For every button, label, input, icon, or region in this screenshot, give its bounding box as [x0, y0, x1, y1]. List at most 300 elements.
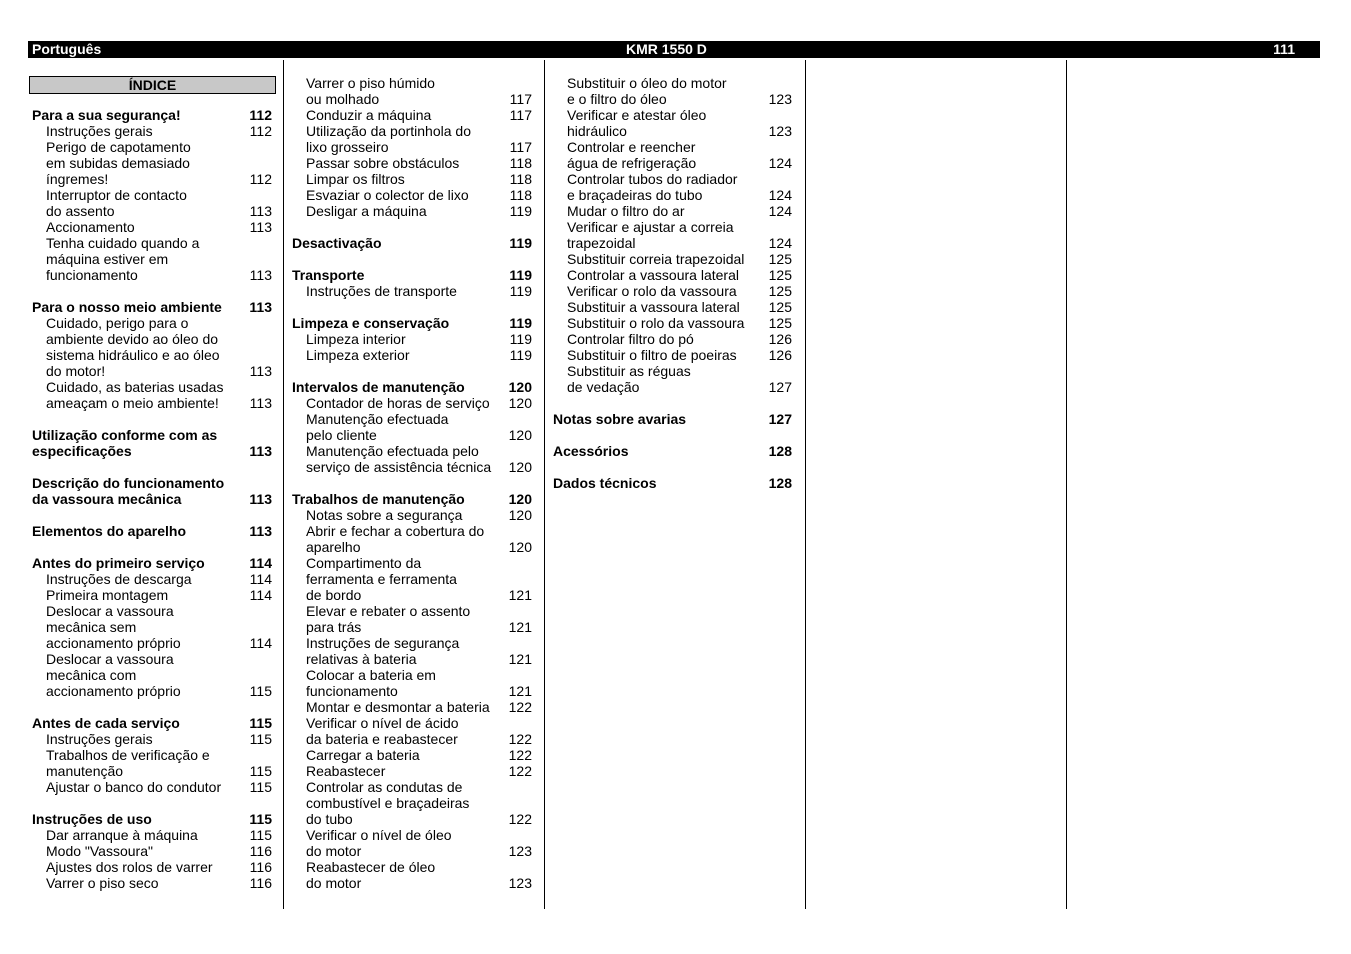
- toc-entry: [292, 811, 534, 827]
- toc-entry: [32, 571, 274, 587]
- toc-entry-title: Varrer o piso seco: [46, 875, 159, 891]
- toc-entry: [292, 875, 534, 891]
- toc-entry-page: 121: [508, 683, 532, 699]
- toc-entry: [32, 187, 274, 203]
- toc-entry-title: de bordo: [306, 587, 362, 603]
- toc-entry-page: 124: [768, 187, 792, 203]
- toc-entry-title: Trabalhos de manutenção: [292, 491, 465, 507]
- toc-entry-page: 114: [249, 555, 272, 571]
- toc-entry-title: em subidas demasiado: [46, 155, 190, 171]
- toc-entry-title: Substituir a vassoura lateral: [567, 299, 740, 315]
- toc-spacer: [553, 395, 795, 411]
- toc-entry: [553, 171, 795, 187]
- toc-entry-title: Verificar o rolo da vassoura: [567, 283, 737, 299]
- toc-entry-page: 125: [768, 251, 792, 267]
- toc-section: [553, 443, 795, 459]
- toc-entry-title: Desactivação: [292, 235, 382, 251]
- toc-section: [32, 443, 274, 459]
- toc-entry-page: 126: [768, 331, 792, 347]
- toc-entry-page: 114: [249, 571, 272, 587]
- toc-entry-page: 118: [509, 171, 532, 187]
- toc-entry-title: Para o nosso meio ambiente: [32, 299, 222, 315]
- toc-entry-page: 120: [508, 395, 532, 411]
- toc-spacer: [32, 539, 274, 555]
- toc-entry-page: 125: [768, 315, 792, 331]
- toc-entry: [32, 635, 274, 651]
- toc-entry-title: Colocar a bateria em: [306, 667, 436, 683]
- toc-entry-page: 117: [509, 107, 532, 123]
- toc-column-1: [32, 91, 274, 891]
- toc-entry-page: 125: [768, 267, 792, 283]
- index-title: ÍNDICE: [29, 76, 276, 94]
- toc-entry: [292, 331, 534, 347]
- toc-entry-title: especificações: [32, 443, 132, 459]
- toc-entry-page: 117: [509, 139, 532, 155]
- toc-entry-title: da vassoura mecânica: [32, 491, 182, 507]
- toc-section: [292, 315, 534, 331]
- toc-entry: [553, 379, 795, 395]
- toc-entry-page: 122: [508, 763, 532, 779]
- toc-entry-title: do assento: [46, 203, 115, 219]
- toc-entry-title: Substituir o óleo do motor: [567, 75, 727, 91]
- toc-entry-title: Notas sobre a segurança: [306, 507, 463, 523]
- toc-entry-page: 122: [508, 747, 532, 763]
- toc-entry-title: ferramenta e ferramenta: [306, 571, 457, 587]
- toc-entry: [32, 235, 274, 251]
- toc-entry: [292, 139, 534, 155]
- toc-entry-title: Substituir as réguas: [567, 363, 691, 379]
- toc-section: [292, 235, 534, 251]
- toc-entry-page: 113: [249, 395, 272, 411]
- toc-entry-title: Accionamento: [46, 219, 135, 235]
- toc-spacer: [32, 411, 274, 427]
- toc-entry-page: 127: [768, 379, 792, 395]
- toc-entry: [292, 571, 534, 587]
- toc-entry-page: 114: [249, 635, 272, 651]
- toc-entry: [292, 731, 534, 747]
- toc-entry-title: Cuidado, as baterias usadas: [46, 379, 224, 395]
- toc-entry-page: 120: [508, 491, 532, 507]
- toc-entry-title: Antes do primeiro serviço: [32, 555, 205, 571]
- toc-entry-page: 123: [508, 843, 532, 859]
- toc-entry-page: 112: [249, 107, 272, 123]
- toc-entry-title: funcionamento: [306, 683, 398, 699]
- toc-entry-page: 125: [768, 299, 792, 315]
- toc-entry-title: Trabalhos de verificação e: [46, 747, 210, 763]
- toc-entry: [292, 603, 534, 619]
- toc-entry-title: e o filtro do óleo: [567, 91, 667, 107]
- toc-entry-page: 121: [508, 651, 532, 667]
- toc-entry-title: Deslocar a vassoura: [46, 651, 174, 667]
- toc-section: [32, 427, 274, 443]
- toc-entry: [292, 107, 534, 123]
- toc-entry-title: Deslocar a vassoura: [46, 603, 174, 619]
- toc-entry-title: Mudar o filtro do ar: [567, 203, 685, 219]
- toc-entry-title: aparelho: [306, 539, 361, 555]
- toc-column-2: [292, 75, 534, 891]
- header-language: Português: [32, 41, 102, 57]
- toc-entry-title: de vedação: [567, 379, 640, 395]
- toc-entry: [553, 315, 795, 331]
- toc-entry-page: 119: [509, 203, 532, 219]
- toc-entry-page: 115: [249, 731, 272, 747]
- toc-entry-title: Verificar e ajustar a correia: [567, 219, 734, 235]
- toc-entry-page: 114: [249, 587, 272, 603]
- toc-entry-page: 119: [509, 267, 532, 283]
- toc-entry-page: 113: [249, 363, 272, 379]
- toc-entry: [292, 699, 534, 715]
- toc-entry: [32, 315, 274, 331]
- toc-entry-title: Verificar o nível de óleo: [306, 827, 452, 843]
- toc-entry: [32, 731, 274, 747]
- toc-entry: [292, 795, 534, 811]
- toc-spacer: [292, 363, 534, 379]
- toc-entry: [292, 715, 534, 731]
- toc-entry: [292, 683, 534, 699]
- toc-entry-title: sistema hidráulico e ao óleo: [46, 347, 220, 363]
- toc-spacer: [32, 91, 274, 107]
- toc-entry-title: Utilização da portinhola do: [306, 123, 471, 139]
- toc-entry-page: 126: [768, 347, 792, 363]
- toc-entry: [32, 875, 274, 891]
- toc-entry-page: 123: [768, 123, 792, 139]
- toc-entry-page: 120: [508, 507, 532, 523]
- toc-entry: [32, 603, 274, 619]
- toc-entry: [553, 267, 795, 283]
- toc-entry-title: hidráulico: [567, 123, 627, 139]
- toc-entry: [553, 299, 795, 315]
- toc-entry-title: lixo grosseiro: [306, 139, 389, 155]
- toc-section: [32, 475, 274, 491]
- toc-entry-page: 125: [768, 283, 792, 299]
- toc-entry: [553, 107, 795, 123]
- toc-entry-title: Modo "Vassoura": [46, 843, 153, 859]
- toc-entry-title: Instruções de segurança: [306, 635, 460, 651]
- toc-entry-title: funcionamento: [46, 267, 138, 283]
- toc-entry: [292, 827, 534, 843]
- toc-entry-title: Instruções gerais: [46, 123, 153, 139]
- toc-entry: [553, 155, 795, 171]
- toc-section: [292, 379, 534, 395]
- toc-entry-title: Instruções de descarga: [46, 571, 192, 587]
- toc-entry-page: 123: [508, 875, 532, 891]
- toc-entry-title: Controlar as condutas de: [306, 779, 463, 795]
- toc-entry-title: Perigo de capotamento: [46, 139, 191, 155]
- toc-entry: [292, 187, 534, 203]
- toc-entry: [553, 347, 795, 363]
- toc-entry-title: Reabastecer: [306, 763, 386, 779]
- toc-entry-title: Abrir e fechar a cobertura do: [306, 523, 485, 539]
- toc-entry: [553, 203, 795, 219]
- toc-entry: [292, 651, 534, 667]
- toc-entry-title: Reabastecer de óleo: [306, 859, 436, 875]
- toc-entry-page: 116: [249, 859, 272, 875]
- toc-entry: [292, 155, 534, 171]
- toc-entry-title: mecânica sem: [46, 619, 137, 635]
- toc-spacer: [553, 459, 795, 475]
- toc-section: [32, 491, 274, 507]
- header-model: KMR 1550 D: [626, 41, 707, 57]
- toc-entry-page: 113: [249, 267, 272, 283]
- toc-entry-title: Transporte: [292, 267, 365, 283]
- toc-entry: [553, 219, 795, 235]
- toc-section: [32, 107, 274, 123]
- toc-entry-title: Tenha cuidado quando a: [46, 235, 200, 251]
- toc-section: [292, 491, 534, 507]
- toc-entry-title: Limpeza exterior: [306, 347, 410, 363]
- toc-entry: [292, 411, 534, 427]
- toc-entry: [553, 139, 795, 155]
- toc-entry-title: Substituir correia trapezoidal: [567, 251, 745, 267]
- toc-entry-title: Substituir o rolo da vassoura: [567, 315, 745, 331]
- toc-entry-title: Elevar e rebater o assento: [306, 603, 471, 619]
- toc-section: [32, 811, 274, 827]
- toc-entry-title: água de refrigeração: [567, 155, 697, 171]
- toc-entry: [32, 219, 274, 235]
- toc-entry: [32, 171, 274, 187]
- toc-entry-page: 115: [249, 827, 272, 843]
- toc-entry-title: Compartimento da: [306, 555, 422, 571]
- toc-entry-title: Verificar e atestar óleo: [567, 107, 707, 123]
- toc-spacer: [292, 251, 534, 267]
- toc-entry: [32, 203, 274, 219]
- toc-entry-page: 121: [508, 619, 532, 635]
- toc-entry: [553, 251, 795, 267]
- toc-entry: [32, 139, 274, 155]
- toc-section: [292, 267, 534, 283]
- toc-entry: [292, 203, 534, 219]
- toc-entry-title: Intervalos de manutenção: [292, 379, 465, 395]
- toc-entry-title: mecânica com: [46, 667, 137, 683]
- toc-entry: [32, 651, 274, 667]
- toc-spacer: [292, 299, 534, 315]
- toc-entry: [32, 379, 274, 395]
- toc-entry: [32, 395, 274, 411]
- toc-entry-title: Passar sobre obstáculos: [306, 155, 460, 171]
- toc-entry-page: 128: [768, 443, 792, 459]
- toc-entry: [292, 587, 534, 603]
- toc-entry-page: 119: [509, 283, 532, 299]
- toc-entry-page: 123: [768, 91, 792, 107]
- toc-entry-title: Contador de horas de serviço: [306, 395, 490, 411]
- toc-entry-page: 115: [249, 715, 272, 731]
- toc-entry-page: 119: [509, 331, 532, 347]
- toc-entry: [292, 459, 534, 475]
- toc-entry: [32, 779, 274, 795]
- toc-entry-page: 113: [249, 523, 272, 539]
- toc-entry-page: 113: [249, 299, 272, 315]
- toc-entry: [32, 347, 274, 363]
- toc-entry-title: Elementos do aparelho: [32, 523, 187, 539]
- toc-entry: [32, 251, 274, 267]
- toc-entry: [32, 827, 274, 843]
- toc-entry-title: Utilização conforme com as: [32, 427, 218, 443]
- toc-spacer: [32, 507, 274, 523]
- toc-entry-title: Controlar a vassoura lateral: [567, 267, 739, 283]
- toc-entry-page: 124: [768, 203, 792, 219]
- toc-spacer: [553, 427, 795, 443]
- toc-entry-title: Dar arranque à máquina: [46, 827, 198, 843]
- toc-entry-title: Instruções de uso: [32, 811, 152, 827]
- toc-entry-title: manutenção: [46, 763, 124, 779]
- toc-entry: [292, 123, 534, 139]
- toc-entry-title: Carregar a bateria: [306, 747, 420, 763]
- toc-entry-page: 120: [508, 539, 532, 555]
- toc-entry-page: 120: [508, 379, 532, 395]
- toc-entry: [292, 523, 534, 539]
- toc-entry-title: Manutenção efectuada: [306, 411, 449, 427]
- toc-entry-title: do motor!: [46, 363, 106, 379]
- toc-entry: [553, 75, 795, 91]
- toc-entry-page: 120: [508, 459, 532, 475]
- toc-entry: [292, 443, 534, 459]
- toc-entry-title: ambiente devido ao óleo do: [46, 331, 219, 347]
- toc-entry-page: 112: [249, 123, 272, 139]
- toc-entry-title: máquina estiver em: [46, 251, 169, 267]
- toc-entry: [553, 235, 795, 251]
- toc-entry: [32, 763, 274, 779]
- toc-entry-title: Instruções de transporte: [306, 283, 457, 299]
- toc-entry-title: Desligar a máquina: [306, 203, 427, 219]
- toc-entry: [32, 747, 274, 763]
- toc-entry-title: Antes de cada serviço: [32, 715, 180, 731]
- toc-entry-page: 118: [509, 155, 532, 171]
- toc-entry-page: 113: [249, 203, 272, 219]
- toc-entry: [32, 331, 274, 347]
- toc-entry-title: Substituir o filtro de poeiras: [567, 347, 737, 363]
- toc-spacer: [32, 699, 274, 715]
- toc-entry-page: 120: [508, 427, 532, 443]
- toc-entry-title: Montar e desmontar a bateria: [306, 699, 490, 715]
- toc-entry-title: íngremes!: [46, 171, 109, 187]
- toc-entry: [292, 395, 534, 411]
- toc-section: [553, 475, 795, 491]
- header-page-number: 111: [1273, 41, 1295, 57]
- toc-spacer: [32, 795, 274, 811]
- toc-entry-page: 124: [768, 155, 792, 171]
- toc-entry: [32, 683, 274, 699]
- toc-entry-title: Primeira montagem: [46, 587, 169, 603]
- toc-entry-title: Para a sua segurança!: [32, 107, 181, 123]
- toc-entry-page: 116: [249, 843, 272, 859]
- toc-entry: [553, 123, 795, 139]
- toc-entry-page: 112: [249, 171, 272, 187]
- toc-entry-page: 119: [509, 315, 532, 331]
- toc-entry-title: serviço de assistência técnica: [306, 459, 492, 475]
- toc-entry-page: 118: [509, 187, 532, 203]
- toc-entry-title: Notas sobre avarias: [553, 411, 687, 427]
- column-divider: [805, 60, 806, 909]
- toc-entry-title: Controlar tubos do radiador: [567, 171, 738, 187]
- toc-entry-title: Varrer o piso húmido: [306, 75, 435, 91]
- toc-entry-page: 113: [249, 443, 272, 459]
- toc-entry-page: 122: [508, 811, 532, 827]
- toc-entry: [32, 267, 274, 283]
- toc-spacer: [32, 459, 274, 475]
- toc-entry: [292, 507, 534, 523]
- toc-entry-title: Interruptor de contacto: [46, 187, 187, 203]
- toc-entry: [292, 91, 534, 107]
- toc-entry-page: 119: [509, 235, 532, 251]
- toc-entry-title: Ajustar o banco do condutor: [46, 779, 222, 795]
- toc-entry-title: accionamento próprio: [46, 635, 181, 651]
- toc-spacer: [32, 283, 274, 299]
- toc-entry: [292, 75, 534, 91]
- toc-entry-title: do tubo: [306, 811, 353, 827]
- toc-entry: [292, 555, 534, 571]
- toc-entry-page: 113: [249, 219, 272, 235]
- toc-entry-title: Conduzir a máquina: [306, 107, 432, 123]
- toc-entry-page: 115: [249, 763, 272, 779]
- toc-entry-title: Esvaziar o colector de lixo: [306, 187, 469, 203]
- toc-entry-title: ou molhado: [306, 91, 380, 107]
- toc-entry: [553, 187, 795, 203]
- toc-entry: [292, 635, 534, 651]
- toc-entry-page: 113: [249, 491, 272, 507]
- toc-entry: [292, 779, 534, 795]
- column-divider: [1066, 60, 1067, 909]
- toc-entry-page: 117: [509, 91, 532, 107]
- toc-entry-title: Manutenção efectuada pelo: [306, 443, 479, 459]
- toc-entry: [553, 283, 795, 299]
- toc-entry: [32, 619, 274, 635]
- toc-section: [553, 411, 795, 427]
- toc-entry: [32, 667, 274, 683]
- toc-entry: [32, 859, 274, 875]
- toc-entry-page: 128: [768, 475, 792, 491]
- toc-entry-title: Descrição do funcionamento: [32, 475, 225, 491]
- toc-entry: [292, 763, 534, 779]
- page-header: [28, 41, 1320, 58]
- toc-entry: [32, 363, 274, 379]
- column-divider: [544, 60, 545, 909]
- toc-entry: [32, 155, 274, 171]
- toc-entry-title: Instruções gerais: [46, 731, 153, 747]
- toc-section: [32, 715, 274, 731]
- toc-entry-title: Limpeza e conservação: [292, 315, 450, 331]
- toc-entry: [292, 283, 534, 299]
- toc-entry-title: Limpeza interior: [306, 331, 406, 347]
- toc-spacer: [292, 475, 534, 491]
- toc-entry: [292, 667, 534, 683]
- toc-entry-title: Cuidado, perigo para o: [46, 315, 189, 331]
- toc-entry: [292, 747, 534, 763]
- toc-entry-title: relativas à bateria: [306, 651, 417, 667]
- toc-entry-title: e braçadeiras do tubo: [567, 187, 703, 203]
- toc-entry-page: 122: [508, 731, 532, 747]
- toc-entry: [292, 539, 534, 555]
- toc-entry-page: 116: [249, 875, 272, 891]
- toc-entry-page: 127: [768, 411, 792, 427]
- toc-entry: [292, 427, 534, 443]
- toc-entry: [32, 123, 274, 139]
- toc-entry-title: Limpar os filtros: [306, 171, 405, 187]
- toc-entry-page: 115: [249, 683, 272, 699]
- toc-entry-title: pelo cliente: [306, 427, 377, 443]
- toc-entry-page: 119: [509, 347, 532, 363]
- column-divider: [283, 60, 284, 909]
- toc-entry-title: Acessórios: [553, 443, 629, 459]
- toc-entry-title: ameaçam o meio ambiente!: [46, 395, 219, 411]
- toc-entry-title: Verificar o nível de ácido: [306, 715, 459, 731]
- toc-section: [32, 523, 274, 539]
- toc-entry: [553, 363, 795, 379]
- toc-section: [32, 555, 274, 571]
- toc-entry: [32, 843, 274, 859]
- toc-section: [32, 299, 274, 315]
- toc-entry-title: do motor: [306, 843, 362, 859]
- toc-entry: [32, 587, 274, 603]
